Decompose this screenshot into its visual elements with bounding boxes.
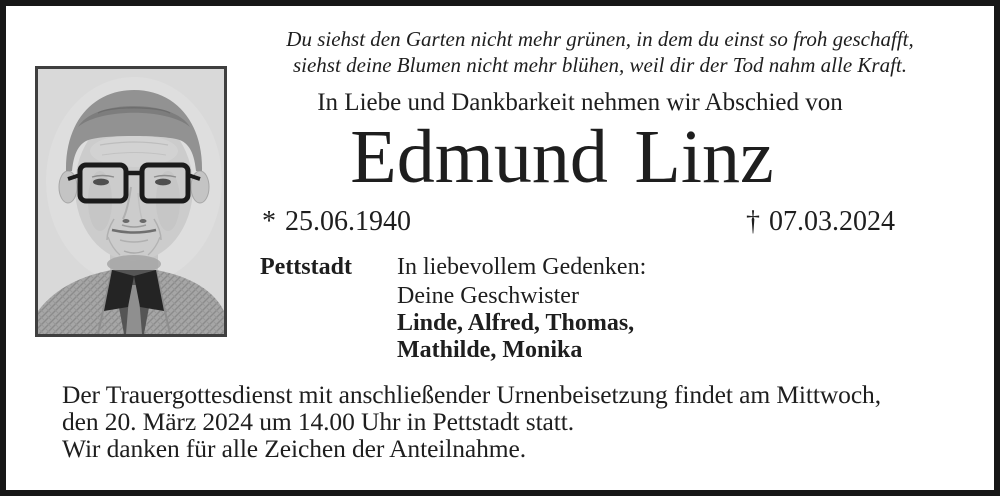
- announcement-line-1: Der Trauergottesdienst mit anschließender Urnenbeisetzung findet am Mittwoch,: [62, 380, 881, 409]
- born-star-symbol: *: [262, 206, 276, 237]
- mourners-names-line-2: Mathilde, Monika: [397, 337, 583, 363]
- verse-line-1: Du siehst den Garten nicht mehr grünen, in dem du einst so froh geschafft,: [286, 27, 914, 51]
- portrait-photo: [35, 66, 227, 337]
- memorial-heading: In liebevollem Gedenken:: [397, 254, 647, 280]
- birth-date: [262, 206, 411, 238]
- life-dates: [262, 206, 895, 238]
- death-cross-symbol: †: [746, 206, 760, 237]
- death-date: [746, 206, 895, 238]
- announcement-line-3: Wir danken für alle Zeichen der Anteilnahme.: [62, 434, 527, 463]
- mourners-relation: Deine Geschwister: [397, 283, 579, 309]
- farewell-intro: In Liebe und Dankbarkeit nehmen wir Abschied von: [317, 89, 843, 116]
- place-name: Pettstadt: [260, 254, 352, 280]
- birth-date-value: 25.06.1940: [285, 206, 411, 237]
- verse-line-2: siehst deine Blumen nicht mehr blühen, weil dir der Tod nahm alle Kraft.: [292, 52, 907, 77]
- deceased-name: Edmund Linz: [350, 115, 774, 199]
- announcement-line-2: den 20. März 2024 um 14.00 Uhr in Pettstadt statt.: [62, 407, 575, 436]
- funeral-announcement: [62, 381, 881, 462]
- death-date-value: 07.03.2024: [769, 206, 895, 237]
- mourners-section: [260, 254, 646, 364]
- mourners-block: [397, 254, 646, 364]
- memorial-verse: [240, 27, 960, 78]
- portrait-photo-illustration: [38, 69, 224, 334]
- mourners-names-line-1: Linde, Alfred, Thomas,: [397, 310, 635, 336]
